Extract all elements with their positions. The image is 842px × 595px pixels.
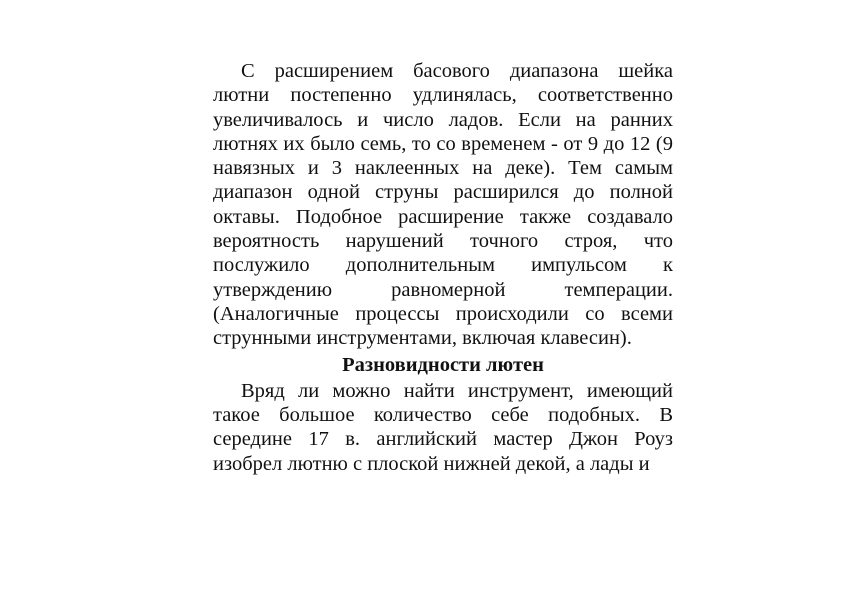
body-paragraph: С расширением басового диапазона шейка лютни постепенно удлинялась, соответственно увеличивалось и число ладов. Если на ранних лютнях их было семь, то со временем - от 9 до 12 (9 навязных и 3 наклеенных на деке). Тем самым диапазон одной струны расширился до полной октавы. Подобное расширение также создавало вероятность нарушений точного строя, что послужило дополнительным импульсом к утверждению равномерной темперации. (Аналогичные процессы происходили со всеми струнными инструментами, включая клавесин). (213, 60, 673, 350)
body-paragraph: Вряд ли можно найти инструмент, имеющий такое большое количество себе подобных. В середине 17 в. английский мастер Джон Роуз изобрел лютню с плоской нижней декой, а лады и (213, 379, 673, 475)
section-heading: Разновидности лютен (342, 353, 544, 376)
document-page (213, 59, 673, 476)
